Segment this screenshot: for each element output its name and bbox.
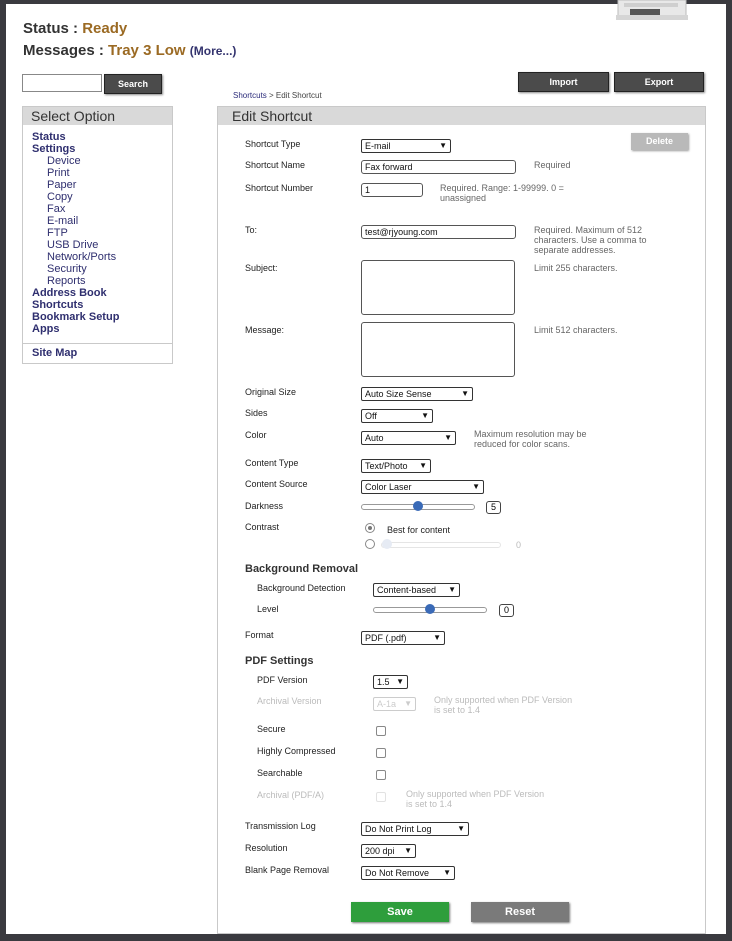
archival-pdfa-label: Archival (PDF/A)	[257, 790, 325, 800]
shortcut-number-hint-line1: Required. Range: 1-99999. 0 =	[440, 183, 564, 193]
status-label: Status :	[23, 20, 83, 37]
shortcut-name-hint: Required	[534, 160, 571, 170]
archival-pdfa-hint-line1: Only supported when PDF Version	[406, 789, 545, 799]
searchable-checkbox[interactable]	[376, 770, 386, 780]
sidebar-item-copy[interactable]: Copy	[47, 191, 73, 203]
sides-select[interactable]	[361, 409, 433, 423]
shortcut-type-select[interactable]	[361, 139, 451, 153]
sidebar-item-usb-drive[interactable]: USB Drive	[47, 239, 99, 251]
breadcrumb-separator: >	[266, 91, 276, 100]
shortcut-name-label: Shortcut Name	[245, 160, 306, 170]
format-value: PDF (.pdf)	[365, 633, 407, 643]
original-size-value: Auto Size Sense	[365, 389, 432, 399]
messages-line	[23, 42, 236, 59]
sidebar-divider	[23, 343, 172, 344]
sidebar-item-status[interactable]: Status	[32, 131, 66, 143]
blank-page-removal-value: Do Not Remove	[365, 868, 430, 878]
to-hint	[534, 225, 647, 255]
level-label: Level	[257, 604, 279, 614]
chevron-down-icon: ▼	[439, 141, 447, 150]
shortcut-type-value: E-mail	[365, 141, 391, 151]
archival-version-hint	[434, 695, 572, 715]
to-hint-line2: characters. Use a comma to	[534, 235, 647, 245]
chevron-down-icon: ▼	[444, 433, 452, 442]
shortcut-name-input[interactable]: Fax forward	[361, 160, 516, 174]
sidebar-item-ftp[interactable]: FTP	[47, 227, 68, 239]
color-hint-line1: Maximum resolution may be	[474, 429, 587, 439]
archival-pdfa-hint-line2: is set to 1.4	[406, 799, 453, 809]
original-size-label: Original Size	[245, 387, 297, 397]
original-size-select[interactable]	[361, 387, 473, 401]
blank-page-removal-select[interactable]	[361, 866, 455, 880]
darkness-value: 5	[486, 501, 501, 514]
pdf-version-label: PDF Version	[257, 675, 308, 685]
messages-label: Messages :	[23, 42, 109, 59]
contrast-label: Contrast	[245, 522, 280, 532]
color-label: Color	[245, 430, 267, 440]
save-button[interactable]: Save	[351, 902, 449, 922]
chevron-down-icon: ▼	[404, 699, 412, 708]
color-value: Auto	[365, 433, 384, 443]
export-configuration-button[interactable]: Export Configuration	[614, 72, 704, 92]
chevron-down-icon: ▼	[461, 389, 469, 398]
edit-shortcut-panel	[217, 106, 706, 934]
subject-hint: Limit 255 characters.	[534, 263, 618, 273]
resolution-label: Resolution	[245, 843, 288, 853]
web-page	[6, 4, 726, 934]
darkness-label: Darkness	[245, 501, 284, 511]
content-type-label: Content Type	[245, 458, 299, 468]
resolution-select[interactable]	[361, 844, 416, 858]
shortcut-number-input[interactable]: 1	[361, 183, 423, 197]
sidebar-item-reports[interactable]: Reports	[47, 275, 86, 287]
archival-pdfa-hint	[406, 789, 544, 809]
chevron-down-icon: ▼	[433, 633, 441, 642]
shortcut-number-hint-line2: unassigned	[440, 193, 487, 203]
archival-version-hint-line1: Only supported when PDF Version	[434, 695, 573, 705]
archival-version-label: Archival Version	[257, 696, 322, 706]
color-select[interactable]	[361, 431, 456, 445]
background-detection-value: Content-based	[377, 585, 437, 595]
level-slider-handle[interactable]	[425, 604, 435, 614]
background-detection-select[interactable]	[373, 583, 460, 597]
sidebar-item-apps[interactable]: Apps	[32, 323, 60, 335]
import-configuration-button[interactable]: Import Configuration	[518, 72, 609, 92]
delete-button[interactable]: Delete	[631, 133, 688, 150]
sidebar-item-address-book[interactable]: Address Book	[32, 287, 107, 299]
darkness-slider[interactable]	[361, 504, 475, 510]
search-input[interactable]	[22, 74, 102, 92]
format-label: Format	[245, 630, 274, 640]
breadcrumb	[233, 91, 322, 100]
shortcut-number-hint	[440, 183, 564, 203]
sidebar-item-bookmark-setup[interactable]: Bookmark Setup	[32, 311, 120, 323]
pdf-version-select[interactable]	[373, 675, 408, 689]
to-label: To:	[245, 225, 258, 235]
sides-label: Sides	[245, 408, 268, 418]
transmission-log-label: Transmission Log	[245, 821, 316, 831]
background-detection-label: Background Detection	[257, 583, 346, 593]
chevron-down-icon: ▼	[396, 677, 404, 686]
sidebar-item-site-map[interactable]: Site Map	[32, 347, 78, 359]
search-button[interactable]: Search	[104, 74, 162, 94]
sidebar-item-shortcuts[interactable]: Shortcuts	[32, 299, 84, 311]
message-hint: Limit 512 characters.	[534, 325, 618, 335]
message-textarea[interactable]	[361, 322, 515, 377]
shortcut-type-label: Shortcut Type	[245, 139, 301, 149]
more-link[interactable]: (More...)	[189, 44, 237, 58]
blank-page-removal-label: Blank Page Removal	[245, 865, 330, 875]
sidebar-item-security[interactable]: Security	[47, 263, 87, 275]
archival-pdfa-checkbox[interactable]	[376, 792, 386, 802]
panel-title: Edit Shortcut	[218, 107, 705, 125]
contrast-slider[interactable]	[381, 542, 501, 548]
reset-button[interactable]: Reset	[471, 902, 569, 922]
level-slider[interactable]	[373, 607, 487, 613]
color-hint	[474, 429, 587, 449]
contrast-value: 0	[516, 540, 522, 550]
subject-label: Subject:	[245, 263, 278, 273]
sidebar-nav	[23, 125, 172, 359]
chevron-down-icon: ▼	[404, 846, 412, 855]
highly-compressed-label: Highly Compressed	[257, 746, 336, 756]
archival-version-select[interactable]	[373, 697, 416, 711]
messages-value: Tray 3 Low	[108, 42, 186, 59]
chevron-down-icon: ▼	[472, 482, 480, 491]
printer-icon	[616, 0, 688, 22]
darkness-slider-handle[interactable]	[413, 501, 423, 511]
chevron-down-icon: ▼	[421, 411, 429, 420]
sidebar-item-fax[interactable]: Fax	[47, 203, 66, 215]
level-value: 0	[499, 604, 514, 617]
contrast-slider-handle[interactable]	[382, 539, 392, 549]
sidebar-item-paper[interactable]: Paper	[47, 179, 77, 191]
chevron-down-icon: ▼	[448, 585, 456, 594]
transmission-log-value: Do Not Print Log	[365, 824, 432, 834]
transmission-log-select[interactable]	[361, 822, 469, 836]
chevron-down-icon: ▼	[457, 824, 465, 833]
message-label: Message:	[245, 325, 285, 335]
content-source-value: Color Laser	[365, 482, 412, 492]
highly-compressed-checkbox[interactable]	[376, 748, 386, 758]
sidebar-item-print[interactable]: Print	[47, 167, 70, 179]
content-type-value: Text/Photo	[365, 461, 408, 471]
archival-version-hint-line2: is set to 1.4	[434, 705, 481, 715]
to-input[interactable]: test@rjyoung.com	[361, 225, 516, 239]
content-source-select[interactable]	[361, 480, 484, 494]
content-source-label: Content Source	[245, 479, 308, 489]
sidebar	[22, 106, 173, 364]
sidebar-item-network-ports[interactable]: Network/Ports	[47, 251, 117, 263]
to-hint-line1: Required. Maximum of 512	[534, 225, 643, 235]
pdf-settings-heading: PDF Settings	[245, 655, 314, 667]
sidebar-title: Select Option	[23, 107, 172, 125]
format-select[interactable]	[361, 631, 445, 645]
shortcut-number-label: Shortcut Number	[245, 183, 314, 193]
pdf-version-value: 1.5	[377, 677, 390, 687]
contrast-custom-radio[interactable]	[365, 539, 375, 549]
color-hint-line2: reduced for color scans.	[474, 439, 571, 449]
sidebar-item-device[interactable]: Device	[47, 155, 81, 167]
status-line	[23, 20, 127, 37]
status-value: Ready	[82, 20, 128, 37]
secure-checkbox[interactable]	[376, 726, 386, 736]
resolution-value: 200 dpi	[365, 846, 395, 856]
chevron-down-icon: ▼	[419, 461, 427, 470]
subject-textarea[interactable]	[361, 260, 515, 315]
to-hint-line3: separate addresses.	[534, 245, 616, 255]
sides-value: Off	[365, 411, 377, 421]
breadcrumb-current: Edit Shortcut	[275, 91, 322, 100]
sidebar-item-settings[interactable]: Settings	[32, 143, 76, 155]
breadcrumb-shortcuts-link[interactable]: Shortcuts	[233, 91, 267, 100]
searchable-label: Searchable	[257, 768, 303, 778]
secure-label: Secure	[257, 724, 286, 734]
contrast-best-label: Best for content	[387, 525, 451, 535]
chevron-down-icon: ▼	[443, 868, 451, 877]
sidebar-item-email[interactable]: E-mail	[47, 215, 79, 227]
archival-version-value: A-1a	[377, 699, 397, 709]
content-type-select[interactable]	[361, 459, 431, 473]
background-removal-heading: Background Removal	[245, 563, 359, 575]
contrast-best-radio[interactable]	[365, 523, 375, 533]
